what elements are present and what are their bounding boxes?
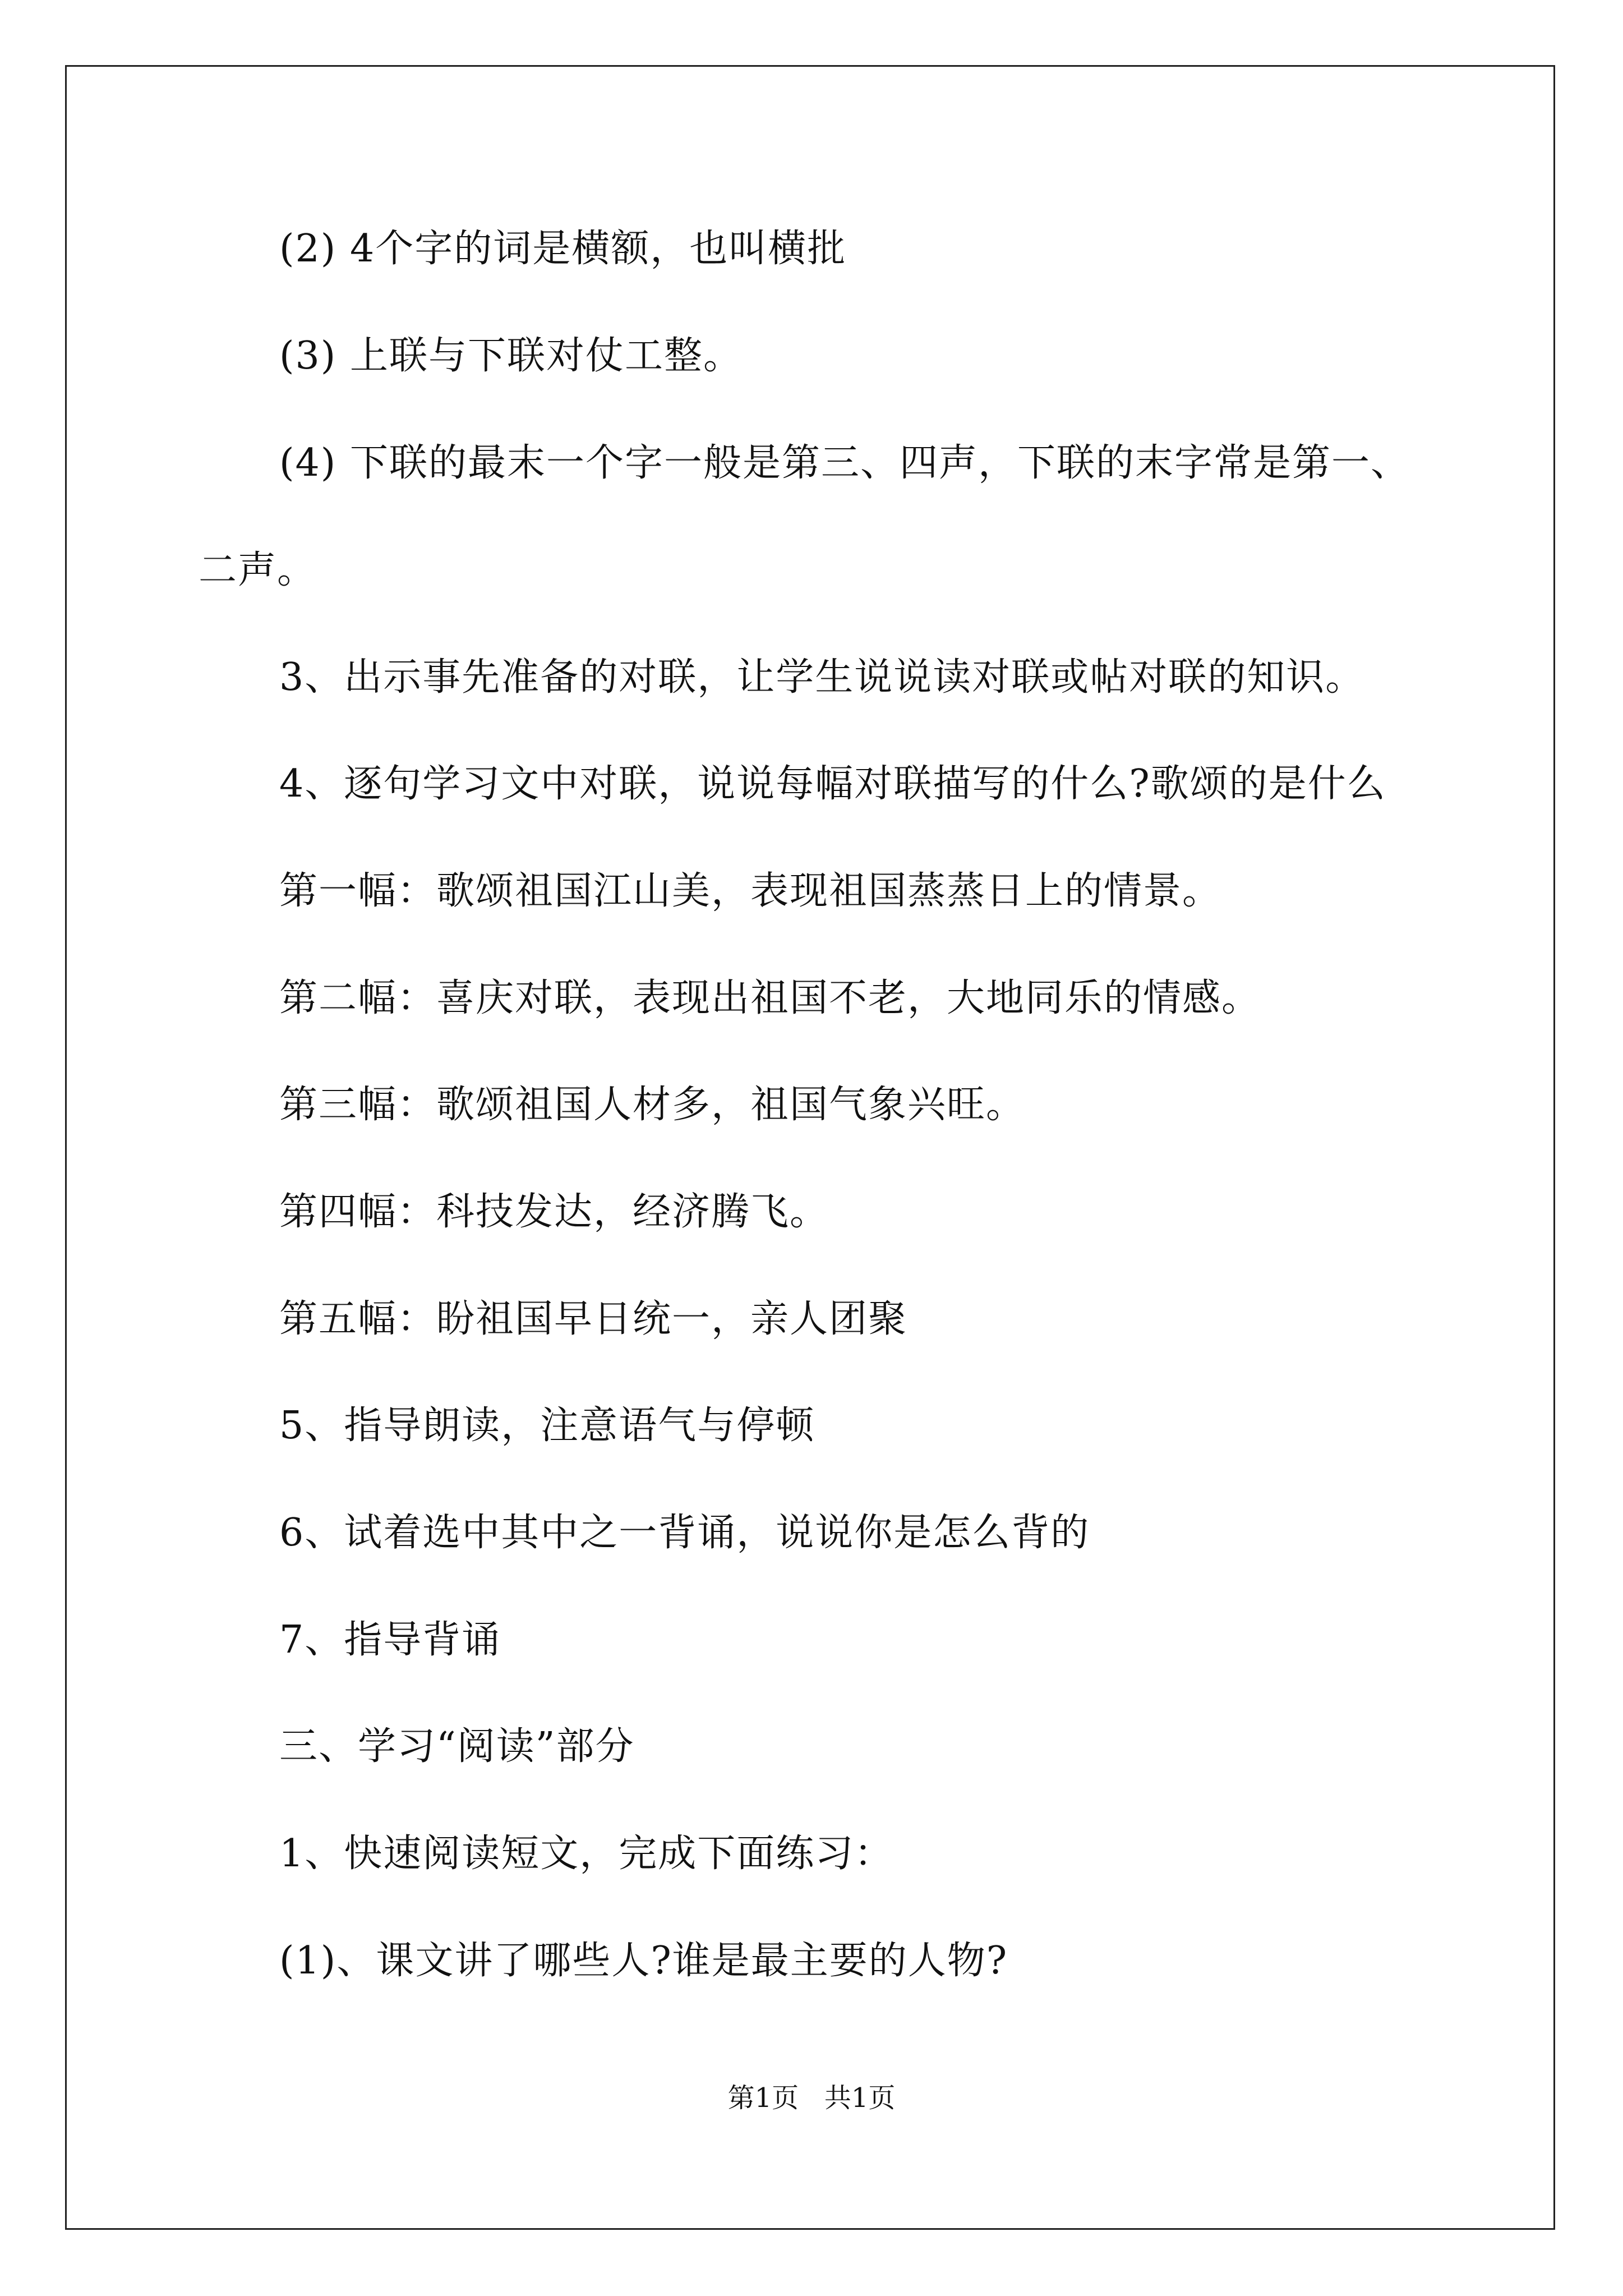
text-line: 二声。: [199, 548, 317, 592]
text-line: 第一幅：歌颂祖国江山美，表现祖国蒸蒸日上的情景。: [279, 869, 1222, 913]
text-line: (1)、课文讲了哪些人?谁是最主要的人物?: [279, 1939, 1008, 1983]
text-line: 1、快速阅读短文，完成下面练习：: [279, 1832, 894, 1876]
text-line: 三、学习“阅读”部分: [279, 1724, 635, 1769]
page-number: 第1页 共1页: [727, 2082, 896, 2114]
text-line: 6、试着选中其中之一背诵，说说你是怎么背的: [279, 1511, 1090, 1555]
text-line: 3、出示事先准备的对联，让学生说说读对联或帖对联的知识。: [279, 655, 1365, 700]
text-line: 第四幅：科技发达，经济腾飞。: [279, 1190, 829, 1234]
text-line: 第三幅：歌颂祖国人材多，祖国气象兴旺。: [279, 1083, 1026, 1127]
text-line: 7、指导背诵: [279, 1618, 501, 1662]
text-line: 第二幅：喜庆对联，表现出祖国不老，大地同乐的情感。: [279, 976, 1261, 1020]
text-line: 第五幅：盼祖国早日统一，亲人团聚: [279, 1297, 908, 1341]
text-line: (4) 下联的最末一个字一般是第三、四声，下联的末字常是第一、: [279, 441, 1410, 485]
text-line: (2) 4个字的词是横额，也叫横批: [279, 227, 847, 271]
page-footer: [0, 2081, 1623, 2115]
text-line: (3) 上联与下联对仗工整。: [279, 334, 743, 378]
text-line: 5、指导朗读，注意语气与停顿: [279, 1404, 815, 1448]
text-line: 4、逐句学习文中对联，说说每幅对联描写的什么?歌颂的是什么: [279, 762, 1386, 806]
